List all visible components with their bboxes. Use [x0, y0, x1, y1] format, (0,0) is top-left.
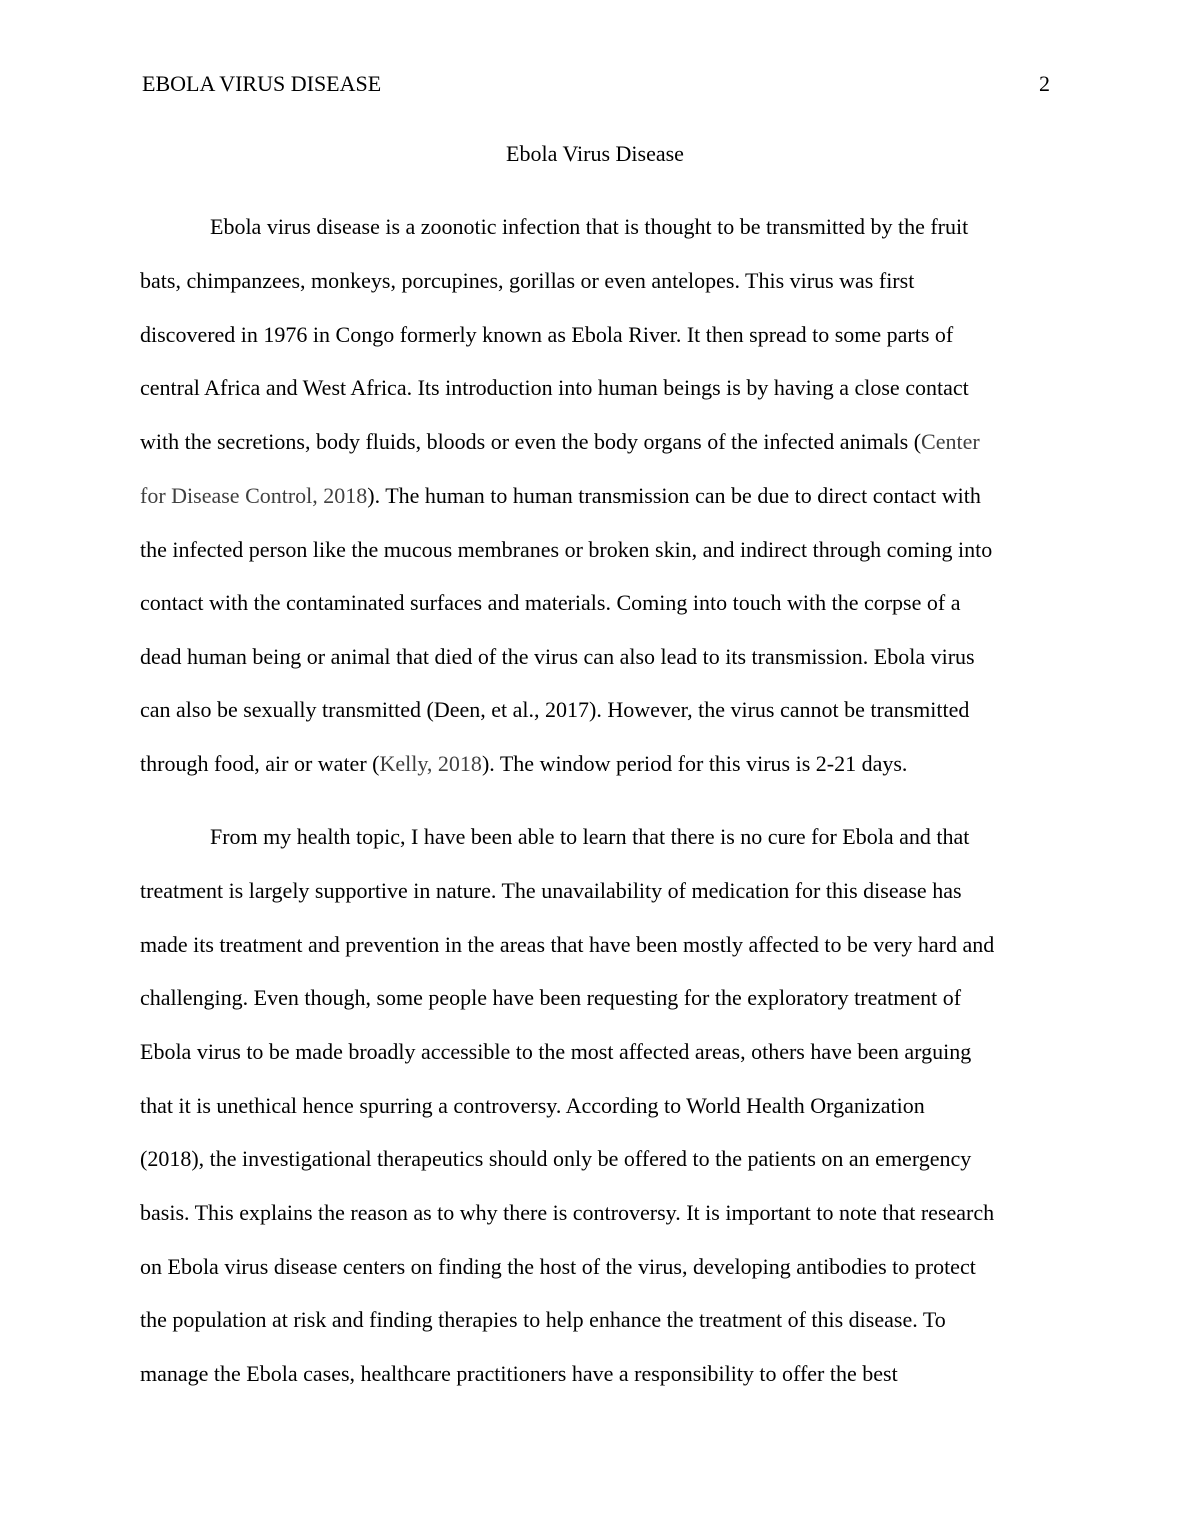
page-number: 2 [1039, 71, 1050, 96]
paragraph-line: basis. This explains the reason as to why there is controversy. It is important to note that research [140, 1200, 995, 1225]
text-run: ). The human to human transmission can be due to direct contact with [367, 483, 981, 508]
paragraph-line: treatment is largely supportive in nature. The unavailability of medication for this disease has [140, 878, 962, 903]
paragraph-line [140, 481, 981, 511]
paragraph-line: bats, chimpanzees, monkeys, porcupines, gorillas or even antelopes. This virus was first [140, 268, 915, 293]
document-title: Ebola Virus Disease [506, 141, 684, 166]
paragraph-line: can also be sexually transmitted (Deen, et al., 2017). However, the virus cannot be transmitted [140, 697, 970, 722]
paragraph-line: contact with the contaminated surfaces and materials. Coming into touch with the corpse of a [140, 590, 961, 615]
citation-kelly: Kelly, 2018 [379, 751, 482, 776]
paragraph-line: dead human being or animal that died of the virus can also lead to its transmission. Ebola virus [140, 644, 975, 669]
text-run: with the secretions, body fluids, bloods or even the body organs of the infected animals ( [140, 429, 922, 454]
paragraph-line: made its treatment and prevention in the areas that have been mostly affected to be very hard and [140, 932, 995, 957]
text-run: through food, air or water ( [140, 751, 380, 776]
paragraph-line: the infected person like the mucous membranes or broken skin, and indirect through coming into [140, 537, 993, 562]
paragraph-line: From my health topic, I have been able to learn that there is no cure for Ebola and that [210, 824, 970, 849]
paragraph-line: that it is unethical hence spurring a controversy. According to World Health Organization [140, 1093, 925, 1118]
citation-cdc: Center [921, 429, 980, 454]
paragraph-line [140, 427, 980, 457]
running-head: EBOLA VIRUS DISEASE [142, 71, 382, 96]
paragraph-line: manage the Ebola cases, healthcare practitioners have a responsibility to offer the best [140, 1361, 898, 1386]
paragraph-line: discovered in 1976 in Congo formerly known as Ebola River. It then spread to some parts of [140, 322, 954, 347]
citation-cdc-cont: for Disease Control, 2018 [140, 483, 368, 508]
paragraph-line: (2018), the investigational therapeutics should only be offered to the patients on an emergency [140, 1146, 972, 1171]
text-run: ). The window period for this virus is 2-21 days. [481, 751, 908, 776]
paragraph-line [140, 749, 907, 779]
paragraph-line: Ebola virus to be made broadly accessible to the most affected areas, others have been arguing [140, 1039, 972, 1064]
paragraph-line: challenging. Even though, some people have been requesting for the exploratory treatment of [140, 985, 962, 1010]
paragraph-line: Ebola virus disease is a zoonotic infection that is thought to be transmitted by the fruit [210, 214, 969, 239]
paragraph-line: on Ebola virus disease centers on finding the host of the virus, developing antibodies to protect [140, 1254, 976, 1279]
paragraph-line: central Africa and West Africa. Its introduction into human beings is by having a close contact [140, 375, 969, 400]
paragraph-line: the population at risk and finding therapies to help enhance the treatment of this disease. To [140, 1307, 946, 1332]
